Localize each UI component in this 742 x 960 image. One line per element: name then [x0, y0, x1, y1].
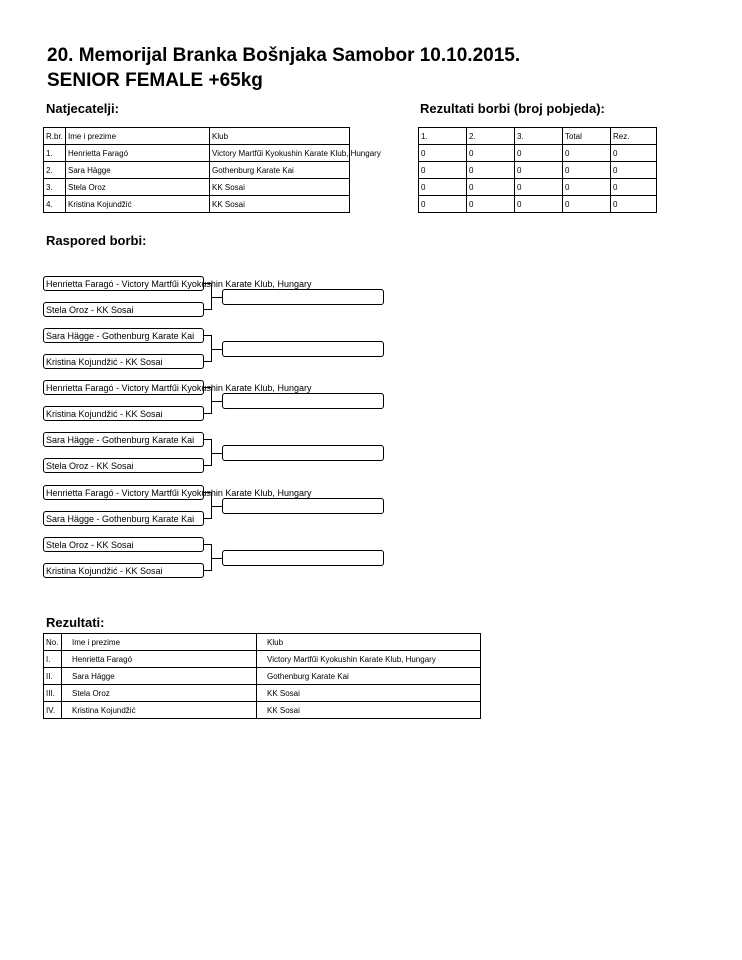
score-cell: 0 — [467, 179, 515, 196]
table-row — [44, 668, 481, 685]
score-total: 0 — [563, 162, 611, 179]
score-result: 0 — [611, 162, 657, 179]
score-cell: 0 — [419, 162, 467, 179]
score-cell: 0 — [515, 196, 563, 213]
result-place: I. — [44, 651, 62, 668]
bracket-line — [211, 401, 222, 402]
score-result: 0 — [611, 145, 657, 162]
score-cell: 0 — [419, 196, 467, 213]
bracket-line — [211, 349, 222, 350]
table-row — [419, 179, 657, 196]
result-club: Gothenburg Karate Kai — [257, 668, 481, 685]
score-cell: 0 — [419, 179, 467, 196]
column-header: Klub — [210, 128, 350, 145]
competitor-number: 4. — [44, 196, 66, 213]
competitor-club: Gothenburg Karate Kai — [210, 162, 350, 179]
score-cell: 0 — [515, 145, 563, 162]
competitors-heading: Natjecatelji: — [46, 101, 119, 116]
bout-fighter-top: Henrietta Faragó - Victory Martfűi Kyokushin Karate Klub, Hungary — [43, 276, 204, 291]
bout-fighter-top: Henrietta Faragó - Victory Martfűi Kyokushin Karate Klub, Hungary — [43, 485, 204, 500]
result-name: Stela Oroz — [62, 685, 257, 702]
bout-fighter-top: Stela Oroz - KK Sosai — [43, 537, 204, 552]
competitors-table — [43, 127, 381, 213]
table-row — [44, 196, 350, 213]
score-cell: 0 — [467, 145, 515, 162]
bout-fighter-bottom: Stela Oroz - KK Sosai — [43, 458, 204, 473]
result-place: III. — [44, 685, 62, 702]
score-total: 0 — [563, 196, 611, 213]
score-result: 0 — [611, 196, 657, 213]
table-row — [419, 162, 657, 179]
table-header-row — [44, 128, 350, 145]
competitor-name: Stela Oroz — [66, 179, 210, 196]
competitor-name: Kristina Kojundžić — [66, 196, 210, 213]
table-row — [44, 685, 481, 702]
bout-fighter-top: Sara Hägge - Gothenburg Karate Kai — [43, 328, 204, 343]
score-total: 0 — [563, 145, 611, 162]
result-name: Henrietta Faragó — [62, 651, 257, 668]
table-row — [419, 145, 657, 162]
result-name: Kristina Kojundžić — [62, 702, 257, 719]
bout-winner-box — [222, 289, 384, 305]
competitor-number: 2. — [44, 162, 66, 179]
scores-heading: Rezultati borbi (broj pobjeda): — [420, 101, 605, 116]
table-header-row — [44, 634, 481, 651]
competitor-name: Henrietta Faragó — [66, 145, 210, 162]
schedule-heading: Raspored borbi: — [46, 233, 147, 248]
bracket-line — [211, 558, 222, 559]
column-header: Ime i prezime — [62, 634, 257, 651]
bracket-line — [211, 297, 222, 298]
results-heading: Rezultati: — [46, 615, 105, 630]
bout-winner-box — [222, 393, 384, 409]
bout-fighter-top: Sara Hägge - Gothenburg Karate Kai — [43, 432, 204, 447]
table-header-row — [419, 128, 657, 145]
result-club: Victory Martfűi Kyokushin Karate Klub, Hungary — [257, 651, 481, 668]
scores-table — [418, 127, 657, 213]
bout-fighter-bottom: Sara Hägge - Gothenburg Karate Kai — [43, 511, 204, 526]
result-club: KK Sosai — [257, 685, 481, 702]
bout-fighter-top: Henrietta Faragó - Victory Martfűi Kyokushin Karate Klub, Hungary — [43, 380, 204, 395]
column-header: Klub — [257, 634, 481, 651]
score-cell: 0 — [515, 162, 563, 179]
score-cell: 0 — [467, 196, 515, 213]
bout-winner-box — [222, 550, 384, 566]
bout-winner-box — [222, 341, 384, 357]
bout-fighter-bottom: Stela Oroz - KK Sosai — [43, 302, 204, 317]
competitor-club: KK Sosai — [210, 179, 350, 196]
score-cell: 0 — [515, 179, 563, 196]
score-cell: 0 — [419, 145, 467, 162]
bracket-line — [211, 506, 222, 507]
column-header: Rez. — [611, 128, 657, 145]
results-table — [43, 633, 481, 719]
result-club: KK Sosai — [257, 702, 481, 719]
score-result: 0 — [611, 179, 657, 196]
competitor-club: Victory Martfűi Kyokushin Karate Klub, Hungary — [210, 145, 350, 162]
page-title: 20. Memorijal Branka Bošnjaka Samobor 10.10.2015. — [47, 45, 521, 66]
bracket-line — [211, 453, 222, 454]
bout-fighter-bottom: Kristina Kojundžić - KK Sosai — [43, 406, 204, 421]
competitor-number: 3. — [44, 179, 66, 196]
column-header: R.br. — [44, 128, 66, 145]
column-header: 1. — [419, 128, 467, 145]
category-title: SENIOR FEMALE +65kg — [47, 70, 263, 91]
table-row — [44, 651, 481, 668]
column-header: No. — [44, 634, 62, 651]
result-place: IV. — [44, 702, 62, 719]
table-row — [44, 179, 350, 196]
competitor-number: 1. — [44, 145, 66, 162]
column-header: Ime i prezime — [66, 128, 210, 145]
competitor-name: Sara Hägge — [66, 162, 210, 179]
table-row — [44, 145, 350, 162]
bout-winner-box — [222, 498, 384, 514]
bout-winner-box — [222, 445, 384, 461]
result-place: II. — [44, 668, 62, 685]
column-header: Total — [563, 128, 611, 145]
table-row — [419, 196, 657, 213]
score-total: 0 — [563, 179, 611, 196]
score-cell: 0 — [467, 162, 515, 179]
competitor-club: KK Sosai — [210, 196, 350, 213]
bout-fighter-bottom: Kristina Kojundžić - KK Sosai — [43, 563, 204, 578]
bout-fighter-bottom: Kristina Kojundžić - KK Sosai — [43, 354, 204, 369]
table-row — [44, 162, 350, 179]
table-row — [44, 702, 481, 719]
result-name: Sara Hägge — [62, 668, 257, 685]
column-header: 3. — [515, 128, 563, 145]
column-header: 2. — [467, 128, 515, 145]
